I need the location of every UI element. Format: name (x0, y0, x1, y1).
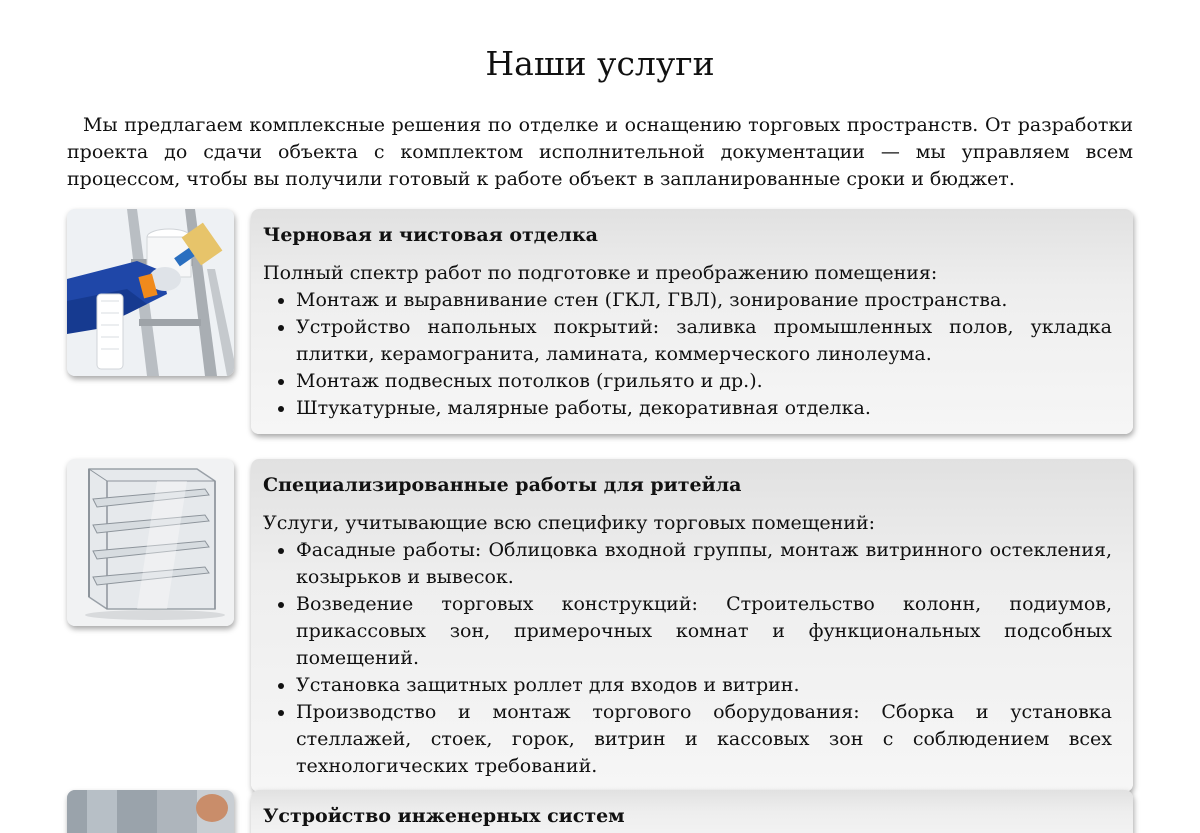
ventilation-duct-image (67, 790, 234, 833)
glass-showcase-image (67, 459, 234, 626)
list-item: • Штукатурные, малярные работы, декоративная отделка. (296, 395, 1112, 422)
service-list (263, 287, 1112, 422)
service-card (251, 790, 1133, 833)
list-item: • Монтаж подвесных потолков (грильято и др.). (296, 368, 1112, 395)
painter-ladder-image (67, 209, 234, 376)
service-list (263, 537, 1112, 780)
service-card (251, 209, 1133, 434)
list-item: • Фасадные работы: Облицовка входной группы, монтаж витринного остекления, козырьков и вывесок. (296, 537, 1112, 591)
service-title: Устройство инженерных систем (263, 805, 625, 827)
list-item: • Установка защитных роллет для входов и витрин. (296, 672, 1112, 699)
service-title: Черновая и чистовая отделка (263, 224, 598, 246)
service-title: Специализированные работы для ритейла (263, 474, 742, 496)
intro-paragraph: Мы предлагаем комплексные решения по отделке и оснащению торговых пространств. От разработки проекта до сдачи объекта с комплектом исполнительной документации — мы управляем всем процессом, чтобы вы получили готовый к работе объект в запланированные сроки и бюджет. (67, 114, 1133, 190)
list-item: • Производство и монтаж торгового оборудования: Сборка и установка стеллажей, стоек, горок, витрин и кассовых зон с соблюдением всех технологических требований. (296, 699, 1112, 780)
list-item: • Монтаж и выравнивание стен (ГКЛ, ГВЛ), зонирование пространства. (296, 287, 1112, 314)
service-lead: Полный спектр работ по подготовке и преображению помещения: (263, 262, 938, 284)
page-title: Наши услуги (485, 44, 715, 83)
list-item: • Устройство напольных покрытий: заливка промышленных полов, укладка плитки, керамогранита, ламината, коммерческого линолеума. (296, 314, 1112, 368)
list-item: • Возведение торговых конструкций: Строительство колонн, подиумов, прикассовых зон, примерочных комнат и функциональных подсобных помещений. (296, 591, 1112, 672)
service-card (251, 459, 1133, 792)
service-lead: Услуги, учитывающие всю специфику торговых помещений: (263, 512, 876, 534)
